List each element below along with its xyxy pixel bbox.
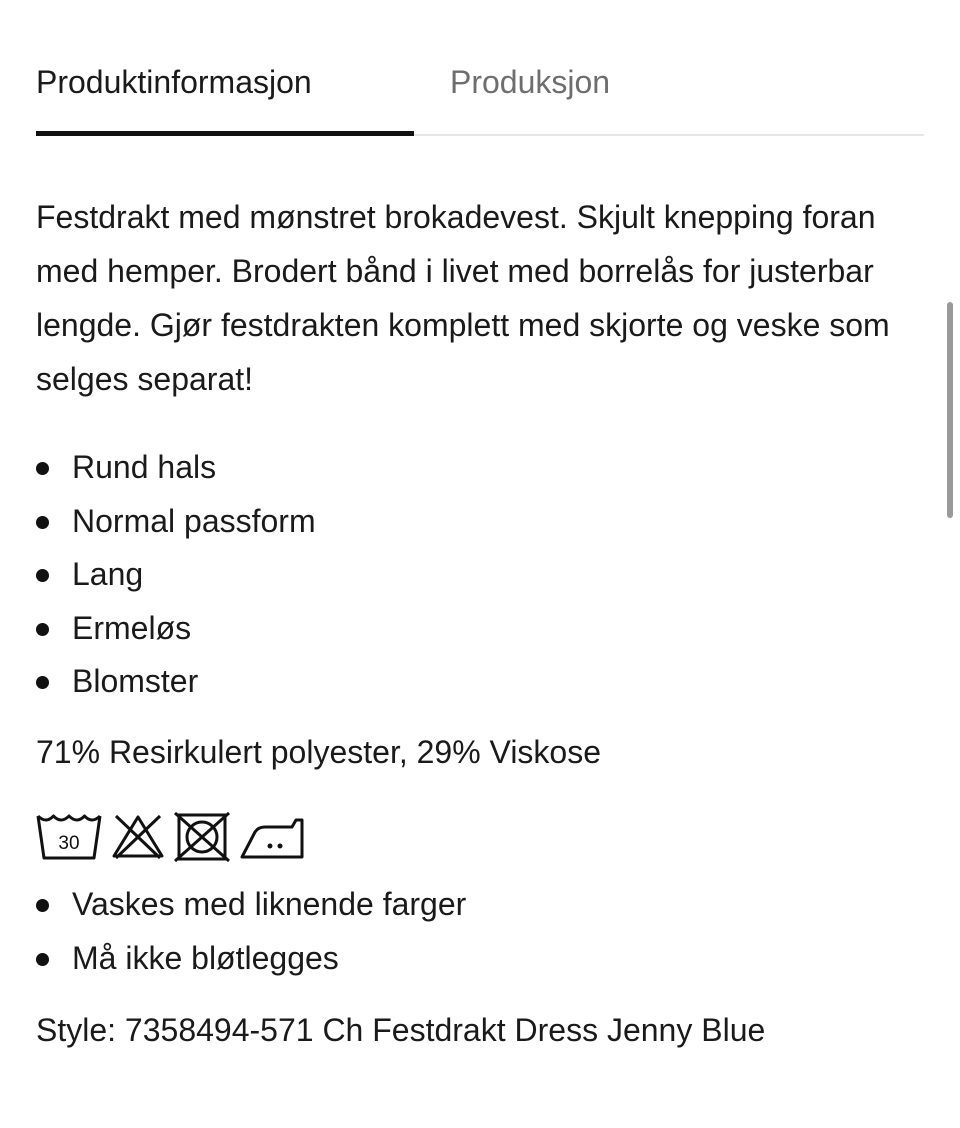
- wash-temperature-label: 30: [58, 833, 80, 854]
- tab-produksjon[interactable]: Produksjon: [450, 64, 611, 100]
- active-tab-indicator: [36, 131, 414, 136]
- list-item: Ermeløs: [36, 602, 316, 656]
- scrollbar-thumb[interactable]: [947, 302, 953, 518]
- list-item: Normal passform: [36, 495, 316, 549]
- wash-30-icon: [36, 812, 102, 862]
- iron-medium-icon: [238, 812, 308, 862]
- list-item: Må ikke bløtlegges: [36, 932, 466, 986]
- no-bleach-icon: [110, 812, 166, 862]
- care-instructions-list: [36, 878, 466, 985]
- tab-produktinformasjon[interactable]: Produktinformasjon: [36, 64, 312, 100]
- feature-list: [36, 441, 316, 709]
- list-item: Lang: [36, 548, 316, 602]
- list-item: Blomster: [36, 655, 316, 709]
- no-tumble-dry-icon: [174, 812, 230, 862]
- material-composition: 71% Resirkulert polyester, 29% Viskose: [36, 734, 602, 770]
- care-symbols: [36, 812, 308, 862]
- product-description: Festdrakt med mønstret brokadevest. Skjult knepping foran med hemper. Brodert bånd i livet med borrelås for justerbar lengde. Gjør festdrakten komplett med skjorte og veske som selges separat!: [36, 199, 890, 397]
- list-item: Vaskes med liknende farger: [36, 878, 466, 932]
- style-number: Style: 7358494-571 Ch Festdrakt Dress Jenny Blue: [36, 1012, 766, 1048]
- list-item: Rund hals: [36, 441, 316, 495]
